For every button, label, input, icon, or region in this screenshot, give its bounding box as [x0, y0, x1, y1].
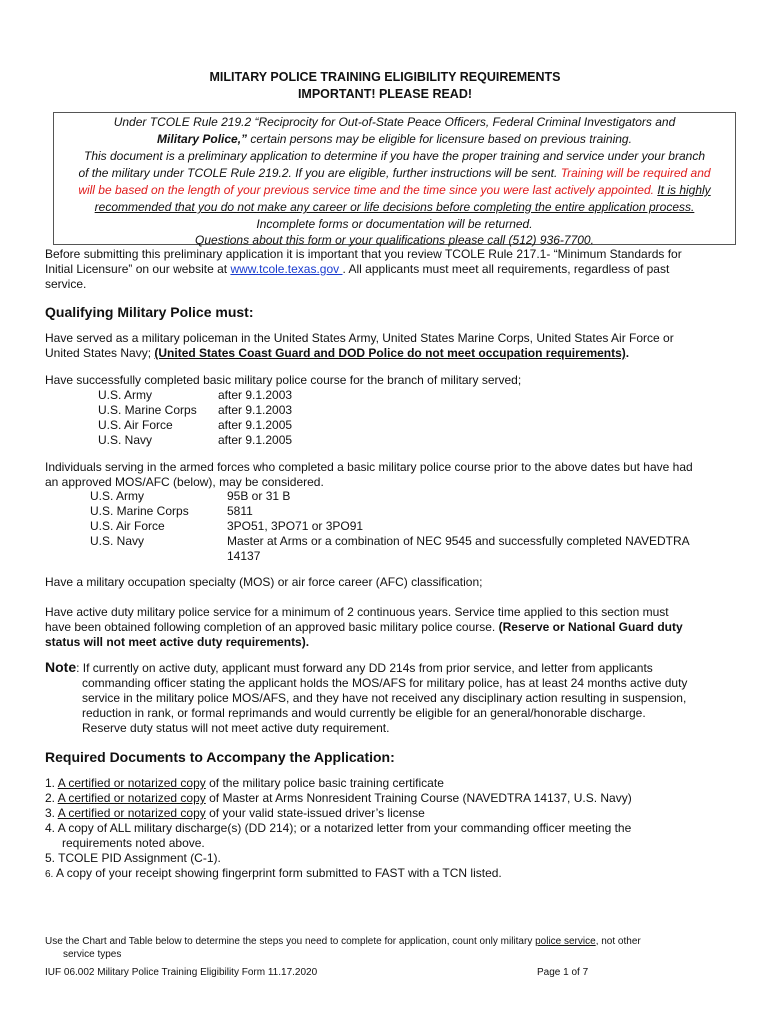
table-row: U.S. Marine Corps after 9.1.2003 [98, 403, 293, 417]
chart-instructions: Use the Chart and Table below to determine the steps you need to complete for application, count only military police service, not other service types [45, 936, 641, 960]
qualifying-paragraph-2: Have successfully completed basic military police course for the branch of military served; [45, 373, 522, 387]
note-paragraph: Note: If currently on active duty, applicant must forward any DD 214s from prior service, and letter from applicants commanding officer stating the applicant holds the MOS/AFS for military police, has at least 24 months active duty service in the military police MOS/AFS, and they have not received any disciplinary action resulting in suspension, reduction in rank, or formal reprimands and would currently be eligible for an general/honorable discharge. Reserve duty status will not meet active duty requirement. [45, 659, 688, 735]
page-number: Page 1 of 7 [537, 967, 589, 978]
list-item: 6. A copy of your receipt showing fingerprint form submitted to FAST with a TCN listed. [45, 866, 502, 880]
notice-line: of the military under TCOLE Rule 219.2. If you are eligible, further instructions will be sent. Training will be required and [78, 166, 711, 180]
documents-list [45, 776, 745, 882]
table-row: U.S. Navy Master at Arms or a combination of NEC 9545 and successfully completed NAVEDTRA [90, 534, 690, 548]
course-dates-table [98, 388, 292, 448]
table-row: U.S. Army 95B or 31 B [90, 489, 291, 503]
qualifying-heading: Qualifying Military Police must: [45, 304, 254, 320]
list-item: 3. A certified or notarized copy of your valid state-issued driver’s license [45, 806, 425, 820]
table-row: U.S. Navy after 9.1.2005 [98, 433, 293, 447]
table-row: U.S. Air Force after 9.1.2005 [98, 418, 293, 432]
notice-line: Questions about this form or your qualifications please call (512) 936-7700. [195, 233, 594, 247]
notice-line: recommended that you do not make any career or life decisions before completing the entire application process. [94, 200, 695, 214]
list-item-continued: requirements noted above. [62, 836, 205, 850]
notice-line: will be based on the length of your previous service time and the time since you were last actively appointed. It is highly [78, 183, 711, 197]
table-row: 14137 [227, 549, 261, 563]
notice-line: Incomplete forms or documentation will be returned. [256, 217, 533, 231]
notice-line: Under TCOLE Rule 219.2 “Reciprocity for Out-of-State Peace Officers, Federal Criminal Investigators and [113, 115, 676, 129]
notice-line: This document is a preliminary application to determine if you have the proper training and service under your branch [84, 149, 705, 163]
tcole-website-link[interactable]: www.tcole.texas.gov [230, 262, 343, 276]
table-row: U.S. Army after 9.1.2003 [98, 388, 293, 402]
documents-heading: Required Documents to Accompany the Application: [45, 749, 395, 765]
qualifying-paragraph-5: Have active duty military police service for a minimum of 2 continuous years. Service time applied to this section must have been obtained following completion of an approved basic military police course. (Reserve or National Guard duty status will not meet active duty requirements). [45, 605, 683, 649]
table-row: U.S. Air Force 3PO51, 3PO71 or 3PO91 [90, 519, 364, 533]
list-item: 4. A copy of ALL military discharge(s) (DD 214); or a notarized letter from your commanding officer meeting the [45, 821, 632, 835]
table-row: U.S. Marine Corps 5811 [90, 504, 253, 518]
mos-codes-table [90, 489, 690, 564]
qualifying-paragraph-1: Have served as a military policeman in the United States Army, United States Marine Corps, United States Air Force or United States Navy; (United States Coast Guard and DOD Police do not meet occupation requirements). [45, 331, 674, 360]
qualifying-paragraph-3: Individuals serving in the armed forces who completed a basic military police course prior to the above dates but have had an approved MOS/AFC (below), may be considered. [45, 460, 693, 489]
page-title: MILITARY POLICE TRAINING ELIGIBILITY REQUIREMENTS [209, 70, 561, 84]
list-item: 1. A certified or notarized copy of the military police basic training certificate [45, 776, 444, 790]
qualifying-paragraph-4: Have a military occupation specialty (MOS) or air force career (AFC) classification; [45, 575, 483, 589]
list-item: 5. TCOLE PID Assignment (C-1). [45, 851, 221, 865]
notice-line: Military Police,” certain persons may be eligible for licensure based on previous training. [157, 132, 632, 146]
form-identifier: IUF 06.002 Military Police Training Eligibility Form 11.17.2020 [45, 967, 318, 978]
intro-paragraph: Before submitting this preliminary application it is important that you review TCOLE Rule 217.1- “Minimum Standards for Initial Licensure” on our website at www.tcole.texas.gov . All applicants must meet all requirements, regardless of past service. [45, 247, 682, 291]
page-subtitle: IMPORTANT! PLEASE READ! [297, 87, 473, 101]
note-label: Note [45, 659, 77, 675]
list-item: 2. A certified or notarized copy of Master at Arms Nonresident Training Course (NAVEDTRA 14137, U.S. Navy) [45, 791, 632, 805]
